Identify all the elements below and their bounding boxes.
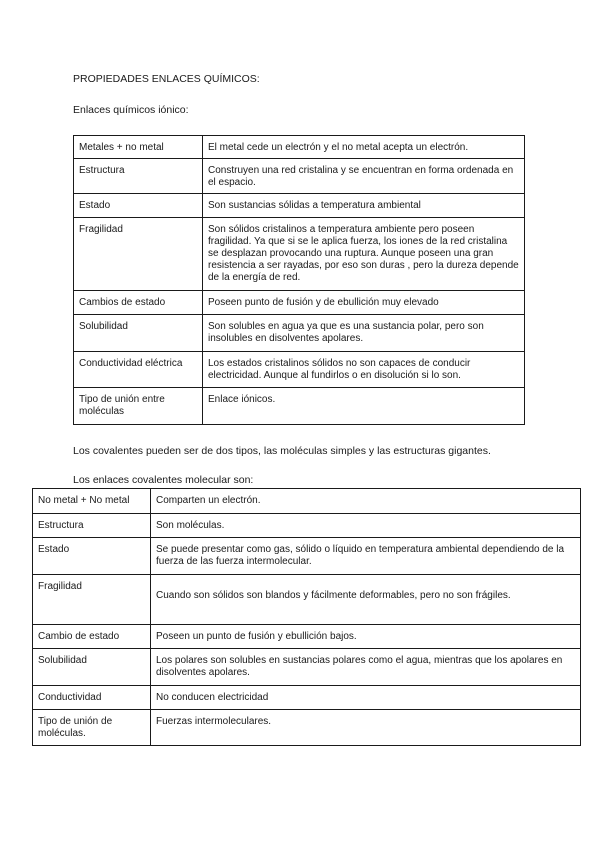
property-cell: Conductividad — [33, 686, 151, 710]
table-row — [33, 575, 581, 625]
property-cell: Solubilidad — [33, 649, 151, 686]
description-cell: Poseen punto de fusión y de ebullición muy elevado — [203, 291, 525, 315]
property-cell: Metales + no metal — [74, 136, 203, 159]
description-cell: Los estados cristalinos sólidos no son capaces de conducir electricidad. Aunque al fundirlos o en disolución si lo son. — [203, 352, 525, 388]
property-cell: Cambio de estado — [33, 625, 151, 649]
table-row — [33, 625, 581, 649]
description-cell: Son moléculas. — [151, 514, 581, 538]
description-cell: No conducen electricidad — [151, 686, 581, 710]
table-row — [33, 514, 581, 538]
description-cell: Los polares son solubles en sustancias polares como el agua, mientras que los apolares en disolventes apolares. — [151, 649, 581, 686]
description-cell: Son sólidos cristalinos a temperatura ambiente pero poseen fragilidad. Ya que si se le aplica fuerza, los iones de la red cristalina se desplazan provocando una ruptura. Aunque poseen una gran resistencia a ser rayadas, por eso son duras , pero la dureza depende de la energía de red. — [203, 218, 525, 291]
property-cell: Fragilidad — [74, 218, 203, 291]
description-cell: Fuerzas intermoleculares. — [151, 710, 581, 746]
table-row — [33, 686, 581, 710]
table-row — [74, 315, 525, 352]
page-title: PROPIEDADES ENLACES QUÍMICOS: — [73, 73, 260, 85]
table-row — [74, 159, 525, 194]
table-row — [74, 218, 525, 291]
property-cell: Estructura — [74, 159, 203, 194]
property-cell: Tipo de unión entre moléculas — [74, 388, 203, 425]
table-row — [74, 352, 525, 388]
description-cell: Poseen un punto de fusión y ebullición bajos. — [151, 625, 581, 649]
property-cell: Estructura — [33, 514, 151, 538]
description-cell: Comparten un electrón. — [151, 489, 581, 514]
property-cell: Conductividad eléctrica — [74, 352, 203, 388]
description-cell: Son solubles en agua ya que es una sustancia polar, pero son insolubles en disolventes apolares. — [203, 315, 525, 352]
property-cell: No metal + No metal — [33, 489, 151, 514]
description-cell: Cuando son sólidos son blandos y fácilmente deformables, pero no son frágiles. — [151, 575, 581, 625]
ionic-bonds-table — [73, 135, 525, 425]
covalent-heading: Los enlaces covalentes molecular son: — [73, 474, 254, 486]
property-cell: Cambios de estado — [74, 291, 203, 315]
table-row — [74, 388, 525, 425]
covalent-bonds-table — [32, 488, 581, 746]
table-row — [33, 538, 581, 575]
description-cell: El metal cede un electrón y el no metal acepta un electrón. — [203, 136, 525, 159]
property-cell: Estado — [33, 538, 151, 575]
table-row — [74, 136, 525, 159]
property-cell: Tipo de unión de moléculas. — [33, 710, 151, 746]
description-cell: Son sustancias sólidas a temperatura ambiental — [203, 194, 525, 218]
table-row — [74, 194, 525, 218]
property-cell: Estado — [74, 194, 203, 218]
description-cell: Enlace iónicos. — [203, 388, 525, 425]
table-row — [33, 710, 581, 746]
description-cell: Se puede presentar como gas, sólido o líquido en temperatura ambiental dependiendo de la fuerza de las fuerza intermolecular. — [151, 538, 581, 575]
property-cell: Solubilidad — [74, 315, 203, 352]
table-row — [33, 649, 581, 686]
table-row — [33, 489, 581, 514]
property-cell: Fragilidad — [33, 575, 151, 625]
table-row — [74, 291, 525, 315]
description-cell: Construyen una red cristalina y se encuentran en forma ordenada en el espacio. — [203, 159, 525, 194]
covalent-intro: Los covalentes pueden ser de dos tipos, las moléculas simples y las estructuras gigantes. — [73, 445, 491, 457]
ionic-heading: Enlaces químicos iónico: — [73, 104, 189, 116]
